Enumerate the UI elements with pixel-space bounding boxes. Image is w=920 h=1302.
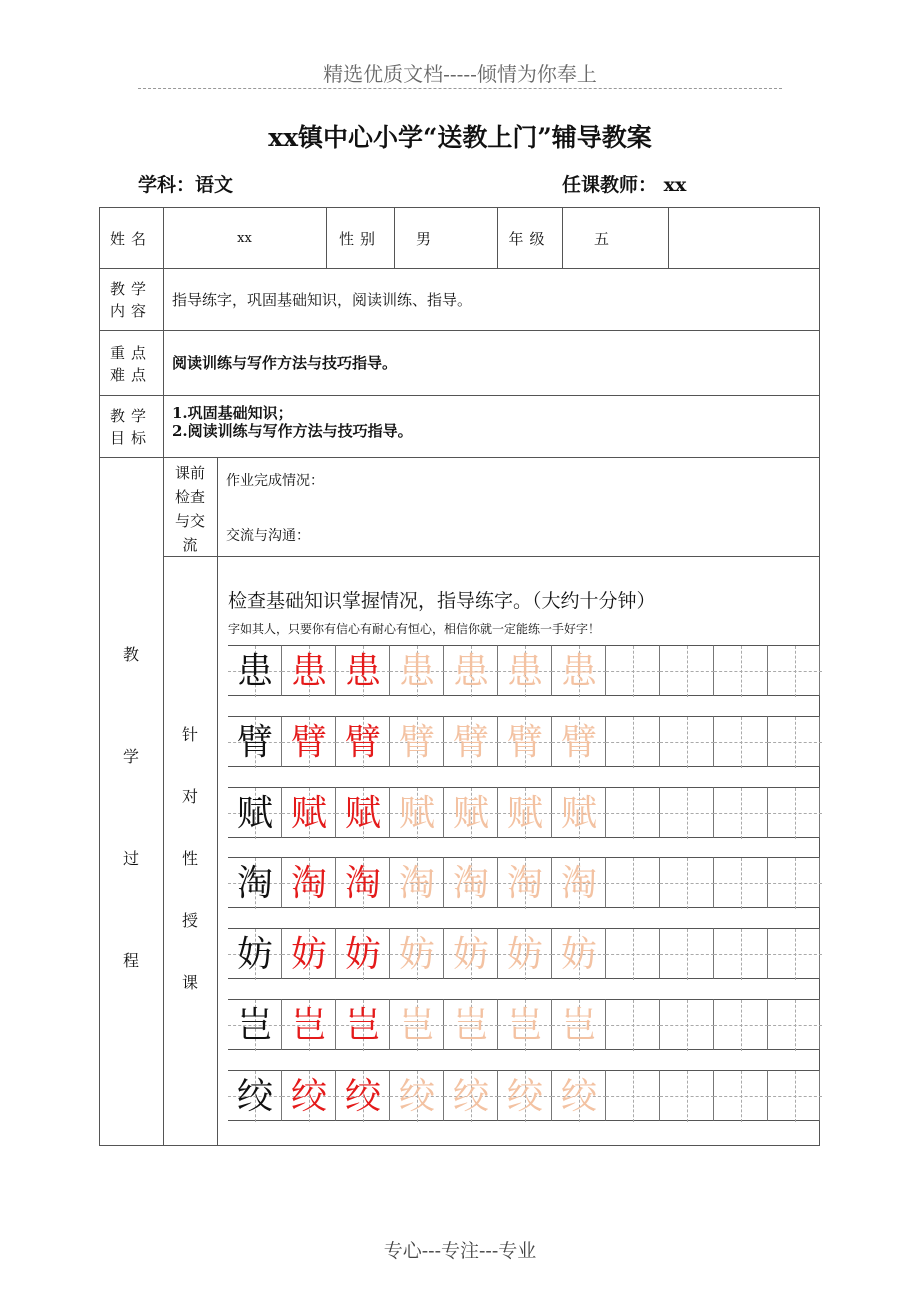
practice-cell [390, 716, 444, 767]
practice-cell [282, 645, 336, 696]
cell-guide [714, 954, 768, 955]
practice-cell [390, 857, 444, 908]
practice-cell [228, 716, 282, 767]
cell-guide [660, 813, 714, 814]
cell-guide [768, 1096, 822, 1097]
row-divider [99, 268, 820, 269]
practice-cell [444, 787, 498, 838]
model-character: 妨 [236, 934, 273, 975]
light-trace-character: 臂 [560, 722, 597, 763]
practice-cell [282, 716, 336, 767]
subject-label: 学科：语文 [138, 174, 234, 196]
practice-cell [390, 1070, 444, 1121]
practice-cell [336, 787, 390, 838]
practice-cell [660, 857, 714, 908]
light-trace-character: 岂 [560, 1005, 597, 1046]
light-trace-character: 臂 [452, 722, 489, 763]
light-trace-character: 绞 [452, 1076, 489, 1117]
practice-cell [552, 787, 606, 838]
light-trace-character: 妨 [506, 934, 543, 975]
cell-guide [606, 954, 660, 955]
cell-guide [768, 954, 822, 955]
keypoints-label-2: 难点 [109, 366, 152, 384]
practice-cell [606, 716, 660, 767]
cell-guide [714, 883, 768, 884]
practice-cell [768, 1070, 820, 1121]
practice-cell [552, 857, 606, 908]
process-label-1: 教 [122, 645, 139, 664]
practice-cell [444, 716, 498, 767]
practice-title: 检查基础知识掌握情况，指导练字。（大约十分钟） [228, 590, 656, 612]
practice-cell [768, 928, 820, 979]
cell-guide [714, 1096, 768, 1097]
practice-cell [444, 645, 498, 696]
practice-cell [606, 999, 660, 1050]
practice-cell [714, 928, 768, 979]
practice-cell [282, 1070, 336, 1121]
red-trace-character: 臂 [344, 722, 381, 763]
keypoints-text: 阅读训练与写作方法与技巧指导。 [172, 354, 398, 372]
process-label-2: 学 [122, 747, 139, 766]
light-trace-character: 绞 [398, 1076, 435, 1117]
targeted-label-3: 性 [181, 849, 198, 868]
practice-cell [768, 787, 820, 838]
practice-cell [660, 716, 714, 767]
content-label-2: 内容 [109, 302, 152, 320]
light-trace-character: 患 [506, 651, 543, 692]
preclass-label-2: 检查 [174, 488, 205, 506]
process-label-3: 过 [122, 849, 139, 868]
practice-cell [606, 928, 660, 979]
practice-cell [660, 787, 714, 838]
homework-label: 作业完成情况： [226, 473, 324, 489]
light-trace-character: 淘 [452, 863, 489, 904]
practice-cell [714, 645, 768, 696]
content-text: 指导练字，巩固基础知识，阅读训练、指导。 [172, 291, 473, 309]
targeted-label-5: 课 [181, 973, 198, 992]
practice-cell [336, 999, 390, 1050]
cell-guide [714, 742, 768, 743]
document-title: xx镇中心小学“送教上门”辅导教案 [268, 123, 652, 152]
practice-cell [498, 716, 552, 767]
practice-cell [390, 999, 444, 1050]
cell-guide [606, 742, 660, 743]
page-header: 精选优质文档-----倾情为你奉上 [323, 62, 597, 86]
goals-label-1: 教学 [109, 407, 152, 425]
red-trace-character: 臂 [290, 722, 327, 763]
practice-cell [336, 716, 390, 767]
cell-guide [768, 1025, 822, 1026]
practice-cell [552, 999, 606, 1050]
practice-cell [660, 1070, 714, 1121]
cell-guide [660, 1096, 714, 1097]
light-trace-character: 妨 [560, 934, 597, 975]
light-trace-character: 臂 [506, 722, 543, 763]
name-value: xx [237, 231, 252, 246]
light-trace-character: 臂 [398, 722, 435, 763]
practice-row [228, 928, 820, 979]
row-divider [99, 457, 820, 458]
red-trace-character: 绞 [290, 1076, 327, 1117]
cell-guide [606, 883, 660, 884]
grade-label: 年级 [508, 230, 551, 248]
practice-row [228, 999, 820, 1050]
goals-label-2: 目标 [109, 429, 152, 447]
practice-note: 字如其人，只要你有信心有耐心有恒心，相信你就一定能练一手好字！ [228, 622, 601, 636]
practice-cell [282, 928, 336, 979]
practice-cell [606, 787, 660, 838]
red-trace-character: 绞 [344, 1076, 381, 1117]
model-character: 臂 [236, 722, 273, 763]
light-trace-character: 赋 [560, 793, 597, 834]
practice-cell [228, 645, 282, 696]
col-divider [562, 207, 563, 268]
practice-cell [606, 1070, 660, 1121]
cell-guide [768, 742, 822, 743]
practice-cell [714, 787, 768, 838]
light-trace-character: 淘 [560, 863, 597, 904]
model-character: 淘 [236, 863, 273, 904]
goals-line-1: 1.巩固基础知识； [172, 404, 293, 422]
gender-value: 男 [416, 230, 432, 248]
practice-cell [552, 645, 606, 696]
model-character: 绞 [236, 1076, 273, 1117]
cell-guide [714, 1025, 768, 1026]
red-trace-character: 淘 [344, 863, 381, 904]
practice-cell [390, 645, 444, 696]
red-trace-character: 妨 [344, 934, 381, 975]
cell-guide [660, 883, 714, 884]
practice-cell [390, 787, 444, 838]
practice-cell [228, 1070, 282, 1121]
practice-cell [714, 999, 768, 1050]
targeted-label-1: 针 [181, 725, 198, 744]
cell-guide [768, 813, 822, 814]
model-character: 赋 [236, 793, 273, 834]
red-trace-character: 妨 [290, 934, 327, 975]
grade-value: 五 [594, 230, 610, 248]
row-divider [99, 330, 820, 331]
red-trace-character: 赋 [344, 793, 381, 834]
row-divider [163, 556, 820, 557]
practice-cell [714, 716, 768, 767]
cell-guide [660, 1025, 714, 1026]
practice-row [228, 787, 820, 838]
practice-cell [228, 999, 282, 1050]
model-character: 患 [236, 651, 273, 692]
header-divider [138, 88, 782, 89]
model-character: 岂 [236, 1005, 273, 1046]
practice-cell [552, 1070, 606, 1121]
practice-row [228, 716, 820, 767]
cell-guide [768, 883, 822, 884]
process-label-4: 程 [122, 951, 139, 970]
practice-cell [498, 999, 552, 1050]
light-trace-character: 赋 [506, 793, 543, 834]
practice-cell [336, 928, 390, 979]
practice-cell [498, 928, 552, 979]
teacher-label: 任课教师： xx [562, 174, 687, 196]
practice-row [228, 645, 820, 696]
practice-cell [336, 857, 390, 908]
practice-cell [228, 857, 282, 908]
page-footer: 专心---专注---专业 [383, 1240, 537, 1262]
cell-guide [606, 1096, 660, 1097]
practice-row [228, 857, 820, 908]
red-trace-character: 淘 [290, 863, 327, 904]
col-divider [394, 207, 395, 268]
practice-cell [552, 716, 606, 767]
practice-cell [498, 645, 552, 696]
col-divider [668, 207, 669, 268]
targeted-label-2: 对 [181, 787, 198, 806]
preclass-label-1: 课前 [174, 464, 205, 482]
practice-cell [444, 857, 498, 908]
preclass-label-3: 与交 [174, 512, 205, 530]
cell-guide [660, 671, 714, 672]
practice-cell [444, 928, 498, 979]
practice-cell [282, 857, 336, 908]
light-trace-character: 患 [398, 651, 435, 692]
cell-guide [768, 671, 822, 672]
practice-cell [390, 928, 444, 979]
practice-cell [552, 928, 606, 979]
practice-cell [498, 1070, 552, 1121]
practice-cell [282, 787, 336, 838]
practice-cell [282, 999, 336, 1050]
cell-guide [660, 742, 714, 743]
cell-guide [714, 671, 768, 672]
light-trace-character: 淘 [506, 863, 543, 904]
goals-line-2: 2.阅读训练与写作方法与技巧指导。 [172, 422, 413, 440]
practice-cell [606, 857, 660, 908]
practice-cell [336, 645, 390, 696]
light-trace-character: 患 [452, 651, 489, 692]
practice-cell [606, 645, 660, 696]
col-divider [217, 457, 218, 1146]
red-trace-character: 患 [290, 651, 327, 692]
light-trace-character: 妨 [452, 934, 489, 975]
preclass-label-4: 流 [182, 536, 198, 554]
red-trace-character: 岂 [290, 1005, 327, 1046]
col-divider [163, 207, 164, 1146]
red-trace-character: 赋 [290, 793, 327, 834]
light-trace-character: 赋 [452, 793, 489, 834]
practice-cell [498, 787, 552, 838]
practice-cell [336, 1070, 390, 1121]
light-trace-character: 岂 [506, 1005, 543, 1046]
practice-cell [444, 999, 498, 1050]
practice-cell [228, 928, 282, 979]
practice-cell [768, 645, 820, 696]
light-trace-character: 患 [560, 651, 597, 692]
cell-guide [606, 671, 660, 672]
light-trace-character: 妨 [398, 934, 435, 975]
light-trace-character: 绞 [560, 1076, 597, 1117]
gender-label: 性别 [338, 230, 381, 248]
keypoints-label-1: 重点 [109, 344, 152, 362]
practice-cell [768, 857, 820, 908]
cell-guide [714, 813, 768, 814]
light-trace-character: 绞 [506, 1076, 543, 1117]
practice-cell [660, 928, 714, 979]
practice-cell [444, 1070, 498, 1121]
practice-cell [714, 1070, 768, 1121]
practice-cell [660, 999, 714, 1050]
practice-cell [660, 645, 714, 696]
light-trace-character: 岂 [452, 1005, 489, 1046]
cell-guide [606, 1025, 660, 1026]
name-label: 姓名 [109, 230, 152, 248]
cell-guide [660, 954, 714, 955]
red-trace-character: 岂 [344, 1005, 381, 1046]
practice-cell [768, 716, 820, 767]
targeted-label-4: 授 [181, 911, 198, 930]
red-trace-character: 患 [344, 651, 381, 692]
row-divider [99, 395, 820, 396]
light-trace-character: 淘 [398, 863, 435, 904]
practice-cell [498, 857, 552, 908]
light-trace-character: 岂 [398, 1005, 435, 1046]
light-trace-character: 赋 [398, 793, 435, 834]
practice-cell [714, 857, 768, 908]
cell-guide [606, 813, 660, 814]
practice-cell [768, 999, 820, 1050]
practice-cell [228, 787, 282, 838]
content-label-1: 教学 [109, 280, 152, 298]
communication-label: 交流与沟通： [226, 528, 310, 544]
practice-row [228, 1070, 820, 1121]
